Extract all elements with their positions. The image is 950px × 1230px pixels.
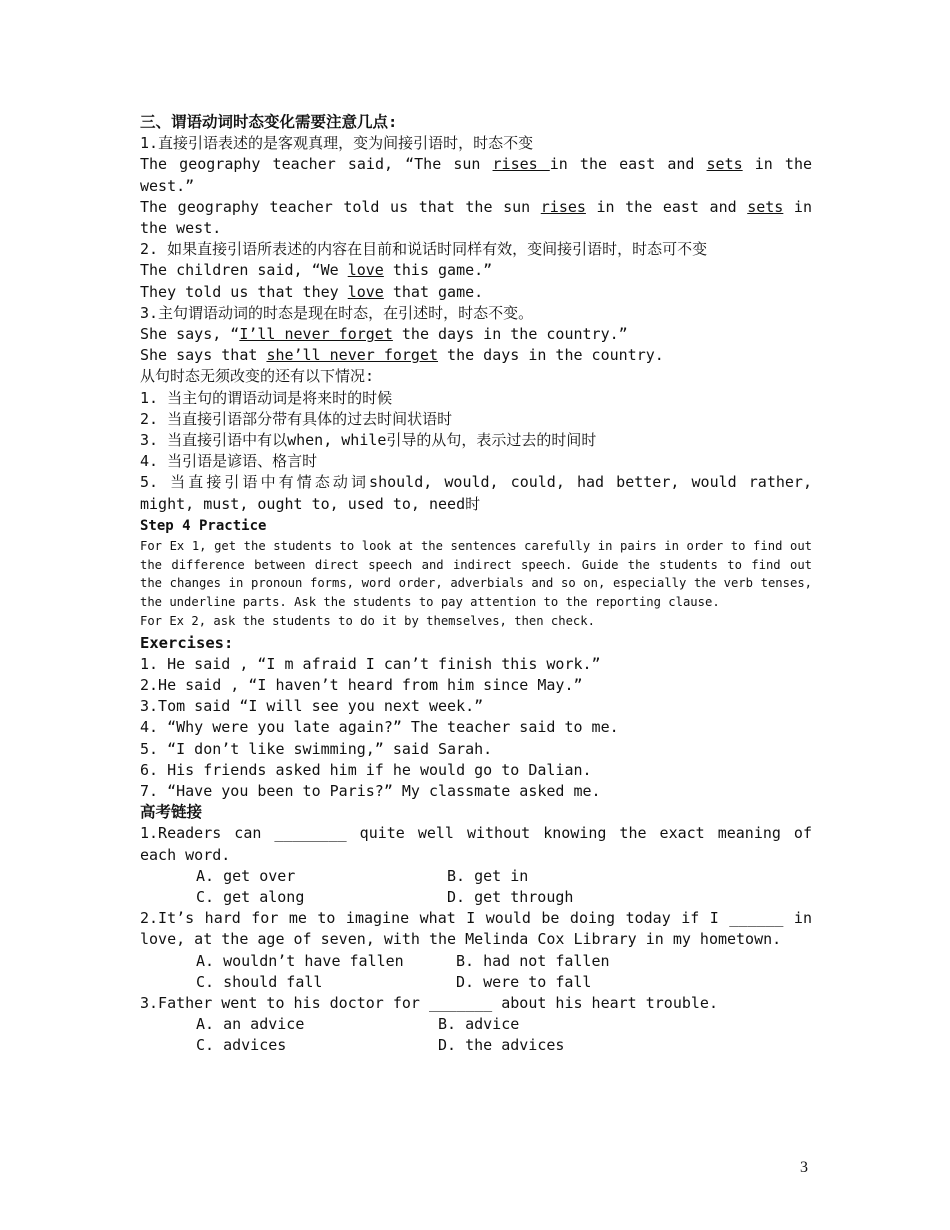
step-heading: Step 4 Practice xyxy=(140,517,267,534)
options-row xyxy=(140,866,812,887)
underlined-verb: rises xyxy=(540,197,586,216)
options-row xyxy=(140,887,812,908)
option: D. the advices xyxy=(438,1036,565,1055)
options-row xyxy=(140,951,812,972)
question: 1.Readers can ________ quite well without knowing the exact meaning of each word. xyxy=(140,824,812,864)
gaokao-heading: 高考链接 xyxy=(140,803,203,822)
option: B. get in xyxy=(447,866,529,885)
rule-2: 2. 如果直接引语所表述的内容在目前和说话时同样有效，变间接引语时，时态可不变 xyxy=(140,240,708,259)
exercises-heading: Exercises: xyxy=(140,633,234,652)
question: 3.Father went to his doctor for _______ about his heart trouble. xyxy=(140,994,718,1013)
list-item: 4. 当引语是谚语、格言时 xyxy=(140,452,318,471)
rule-3: 3.主句谓语动词的时态是现在时态，在引述时，时态不变。 xyxy=(140,303,534,322)
step-paragraph: For Ex 2, ask the students to do it by themselves, then check. xyxy=(140,613,595,628)
section-heading: 三、谓语动词时态变化需要注意几点: xyxy=(140,113,398,131)
underlined-verb: sets xyxy=(747,197,784,216)
exercise-item: 6. His friends asked him if he would go to Dalian. xyxy=(140,760,592,779)
option: D. get through xyxy=(447,888,574,907)
underlined-verb: love xyxy=(347,261,384,280)
underlined-phrase: I’ll never forget xyxy=(239,325,393,344)
list-item: 5. 当直接引语中有情态动词should, would, could, had better, would rather, might, must, ought to, used to, need时 xyxy=(140,473,812,513)
exercise-item: 3.Tom said “I will see you next week.” xyxy=(140,697,484,716)
list-item: 2. 当直接引语部分带有具体的过去时间状语时 xyxy=(140,409,453,428)
option: C. advices xyxy=(196,1036,287,1055)
underlined-verb: rises xyxy=(492,155,550,174)
list-item: 3. 当直接引语中有以when, while引导的从句，表示过去的时间时 xyxy=(140,431,597,450)
option: D. were to fall xyxy=(456,972,592,991)
rule-2-example-indirect: They told us that they love that game. xyxy=(140,282,484,301)
rule-2-example-direct: The children said, “We love this game.” xyxy=(140,261,493,280)
list-item: 1. 当主句的谓语动词是将来时的时候 xyxy=(140,388,393,407)
underlined-phrase: she’ll never forget xyxy=(266,346,439,365)
rule-1-example-indirect: The geography teacher told us that the sun rises in the east and sets in the west. xyxy=(140,197,812,238)
question: 2.It’s hard for me to imagine what I would be doing today if I ______ in love, at the age of seven, with the Melinda Cox Library in my hometown. xyxy=(140,909,812,949)
option: C. should fall xyxy=(196,972,323,991)
other-cases-intro: 从句时态无须改变的还有以下情况: xyxy=(140,367,375,386)
underlined-verb: sets xyxy=(706,155,743,174)
exercise-item: 7. “Have you been to Paris?” My classmate asked me. xyxy=(140,782,601,800)
rule-3-example-indirect: She says that she’ll never forget the days in the country. xyxy=(140,346,664,365)
option: B. had not fallen xyxy=(456,951,610,970)
exercise-item: 2.He said , “I haven’t heard from him since May.” xyxy=(140,675,583,694)
option: C. get along xyxy=(196,888,305,907)
option: A. an advice xyxy=(196,1015,305,1034)
options-row xyxy=(140,1014,812,1035)
option: B. advice xyxy=(438,1015,520,1034)
page-number: 3 xyxy=(800,1159,808,1176)
rule-1-example-direct: The geography teacher said, “The sun rises in the east and sets in the west.” xyxy=(140,155,812,195)
exercise-item: 4. “Why were you late again?” The teacher said to me. xyxy=(140,718,619,737)
underlined-verb: love xyxy=(347,282,384,301)
exercise-item: 1. He said , “I m afraid I can’t finish this work.” xyxy=(140,654,601,673)
option: A. get over xyxy=(196,866,296,885)
options-row xyxy=(140,972,812,993)
rule-3-example-direct: She says, “I’ll never forget the days in the country.” xyxy=(140,325,628,344)
document-body xyxy=(140,112,812,1057)
exercise-item: 5. “I don’t like swimming,” said Sarah. xyxy=(140,739,493,758)
step-paragraph: For Ex 1, get the students to look at the sentences carefully in pairs in order to find out the difference between direct speech and indirect speech. Guide the students to find out the changes in pronoun forms, word order, adverbials and so on, especially the verb tenses, the underline parts. Ask the students to pay attention to the reporting clause. xyxy=(140,539,812,610)
rule-1: 1.直接引语表述的是客观真理，变为间接引语时，时态不变 xyxy=(140,134,534,153)
options-row xyxy=(140,1035,812,1056)
option: A. wouldn’t have fallen xyxy=(196,951,404,970)
